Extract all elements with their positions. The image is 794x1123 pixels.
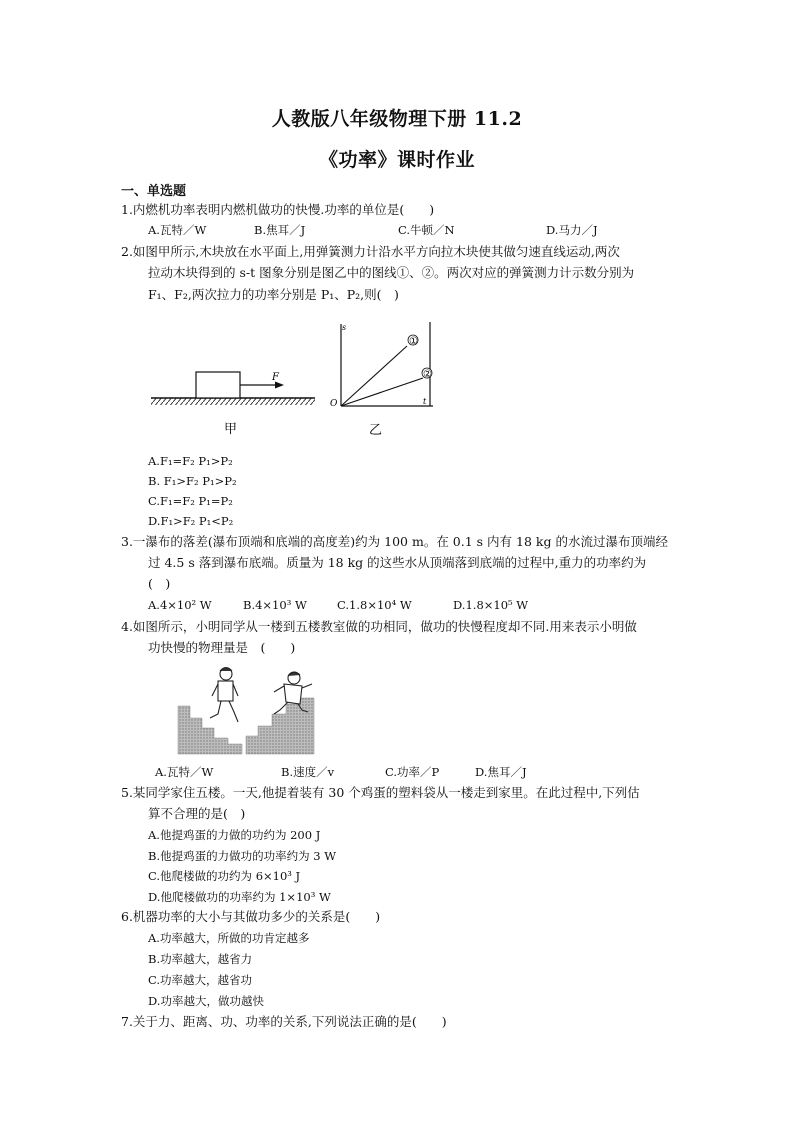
question-3-stem-line3: ( ) bbox=[148, 576, 171, 591]
staircase-left bbox=[178, 706, 242, 754]
force-label: F bbox=[272, 372, 279, 383]
q4-option-a: A.瓦特／W bbox=[155, 765, 214, 779]
question-2-stem-line2: 拉动木块得到的 s-t 图象分别是图乙中的图线①、②。两次对应的弹簧测力计示数分别为 bbox=[148, 265, 635, 280]
page-title: 人教版八年级物理下册 11.2 bbox=[271, 108, 523, 130]
question-7-stem: 7.关于力、距离、功、功率的关系,下列说法正确的是( ) bbox=[121, 1014, 447, 1029]
q5-option-c: C.他爬楼做的功约为 6×10³ J bbox=[148, 869, 301, 883]
question-2-stem-line3: F₁、F₂,两次拉力的功率分别是 P₁、P₂,则( ) bbox=[148, 287, 399, 302]
wooden-block bbox=[196, 372, 240, 398]
origin-label: O bbox=[330, 399, 338, 409]
q4-option-c: C.功率／P bbox=[385, 765, 440, 779]
q6-option-a: A.功率越大，所做的功肯定越多 bbox=[148, 931, 310, 945]
q5-option-d: D.他爬楼做功的功率约为 1×10³ W bbox=[148, 890, 331, 904]
question-4-stem-line2: 功快慢的物理量是 ( ) bbox=[148, 640, 296, 655]
q1-option-b: B.焦耳／J bbox=[254, 223, 306, 237]
q3-option-b: B.4×10³ W bbox=[243, 598, 307, 612]
q1-option-a: A.瓦特／W bbox=[148, 223, 207, 237]
question-5-stem-line2: 算不合理的是( ) bbox=[148, 806, 246, 821]
y-axis-label: s bbox=[342, 323, 347, 332]
figure-stair-climbing bbox=[176, 662, 326, 756]
x-axis-label: t bbox=[423, 397, 427, 406]
question-2-stem-line1: 2.如图甲所示,木块放在水平面上,用弹簧测力计沿水平方向拉木块使其做匀速直线运动,两次 bbox=[121, 244, 620, 259]
q2-option-d: D.F₁>F₂ P₁<P₂ bbox=[148, 514, 234, 528]
q1-option-c: C.牛顿／N bbox=[398, 223, 455, 237]
question-3-stem-line2: 过 4.5 s 落到瀑布底端。质量为 18 kg 的这些水从顶端落到底端的过程中,重力的功率约为 bbox=[148, 555, 647, 570]
q2-option-a: A.F₁=F₂ P₁>P₂ bbox=[148, 454, 233, 468]
q6-option-d: D.功率越大，做功越快 bbox=[148, 994, 264, 1008]
question-5-stem-line1: 5.某同学家住五楼。一天,他提着装有 30 个鸡蛋的塑料袋从一楼走到家里。在此过程中,下列估 bbox=[121, 785, 640, 800]
page-subtitle: 《功率》课时作业 bbox=[318, 149, 475, 171]
person-walking bbox=[210, 668, 238, 723]
figure-jia-caption: 甲 bbox=[224, 422, 238, 437]
q3-option-c: C.1.8×10⁴ W bbox=[337, 598, 412, 612]
q2-option-c: C.F₁=F₂ P₁=P₂ bbox=[148, 494, 233, 508]
q3-option-a: A.4×10² W bbox=[148, 598, 212, 612]
section-heading: 一、单选题 bbox=[121, 184, 187, 199]
q4-option-b: B.速度／v bbox=[281, 765, 335, 779]
line-1-label: ① bbox=[409, 336, 418, 347]
question-4-stem-line1: 4.如图所示，小明同学从一楼到五楼教室做的功相同，做功的快慢程度却不同.用来表示小明做 bbox=[121, 619, 637, 634]
figure-yi-caption: 乙 bbox=[369, 423, 383, 438]
q2-option-b: B. F₁>F₂ P₁>P₂ bbox=[148, 474, 237, 488]
graph-line-1 bbox=[341, 346, 407, 406]
line-2-label: ② bbox=[423, 369, 432, 380]
question-6-stem: 6.机器功率的大小与其做功多少的关系是( ) bbox=[121, 909, 381, 924]
figure-s-t-graph bbox=[325, 318, 440, 440]
ground-hatch bbox=[151, 398, 315, 405]
graph-line-2 bbox=[341, 378, 423, 406]
q6-option-b: B.功率越大，越省力 bbox=[148, 952, 253, 966]
q3-option-d: D.1.8×10⁵ W bbox=[453, 598, 529, 612]
question-3-stem-line1: 3.一瀑布的落差(瀑布顶端和底端的高度差)约为 100 m。在 0.1 s 内有 18 kg 的水流过瀑布顶端经 bbox=[121, 534, 668, 549]
q6-option-c: C.功率越大，越省功 bbox=[148, 973, 253, 987]
q4-option-d: D.焦耳／J bbox=[475, 765, 527, 779]
figure-block-on-surface bbox=[148, 360, 318, 440]
question-1-stem: 1.内燃机功率表明内燃机做功的快慢.功率的单位是( ) bbox=[121, 202, 435, 217]
staircase-right bbox=[246, 698, 314, 754]
q5-option-a: A.他提鸡蛋的力做的功约为 200 J bbox=[148, 828, 321, 842]
q1-option-d: D.马力／J bbox=[546, 223, 598, 237]
q5-option-b: B.他提鸡蛋的力做功的功率约为 3 W bbox=[148, 849, 337, 863]
